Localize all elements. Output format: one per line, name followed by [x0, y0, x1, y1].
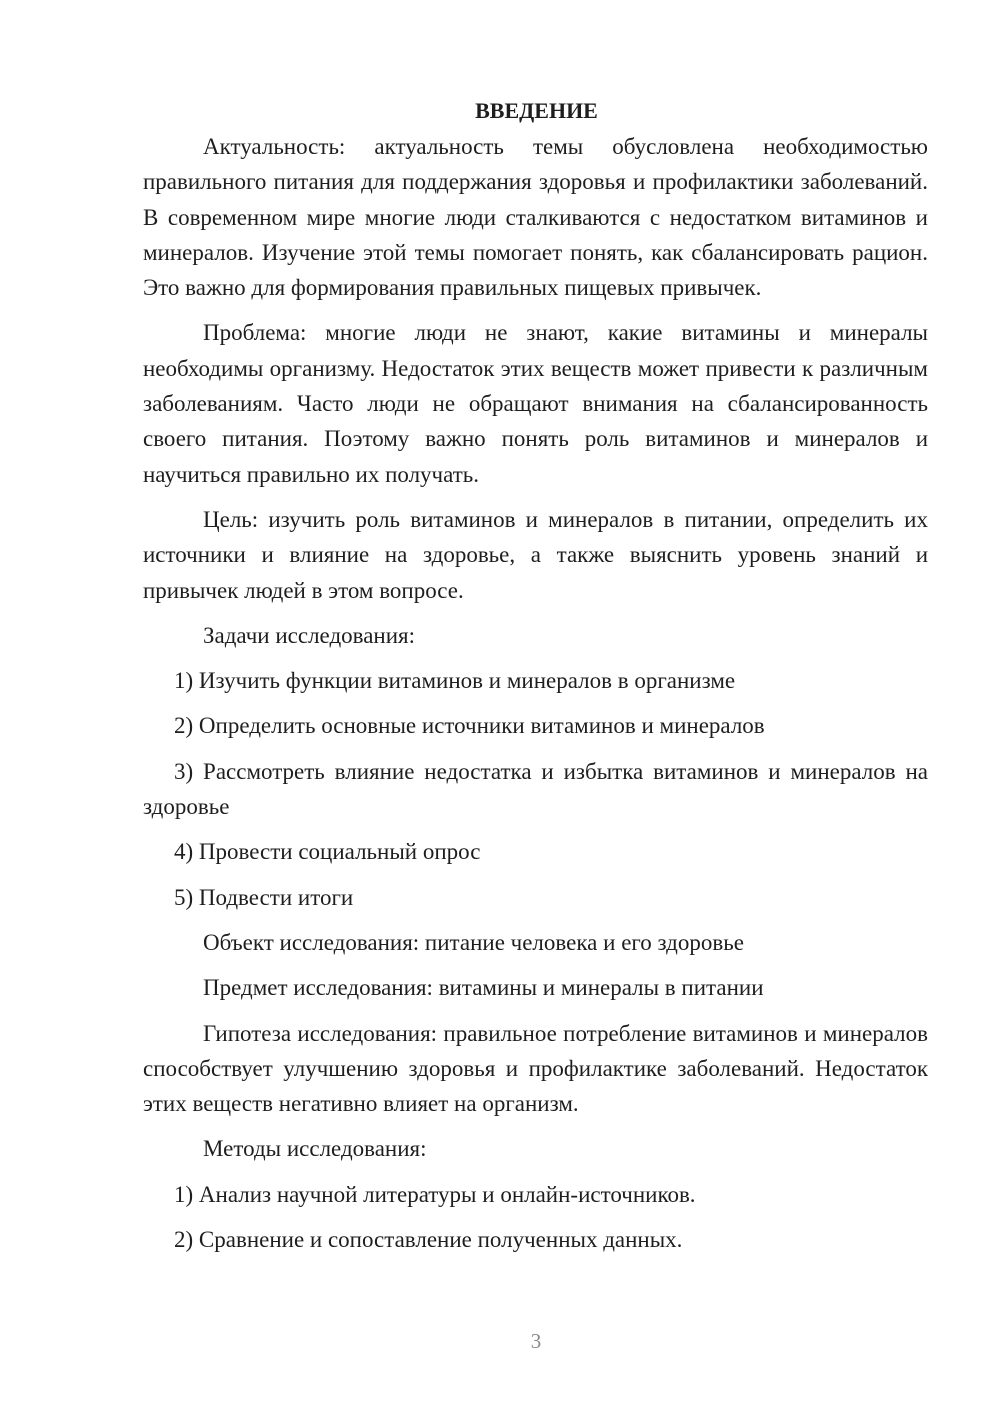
- page-number: 3: [530, 1329, 542, 1353]
- method-item: 2) Сравнение и сопоставление полученных данных.: [174, 1227, 683, 1253]
- research-object: Объект исследования: питание человека и его здоровье: [203, 929, 744, 955]
- task-item: 5) Подвести итоги: [174, 884, 354, 910]
- method-item: 1) Анализ научной литературы и онлайн-источников.: [174, 1181, 696, 1207]
- task-item: 3) Рассмотреть влияние недостатка и избытка витаминов и минералов на здоровье: [143, 758, 928, 820]
- research-subject: Предмет исследования: витамины и минералы в питании: [203, 975, 764, 1001]
- goal-paragraph: Цель: изучить роль витаминов и минералов в питании, определить их источники и влияние на здоровье, а также выяснить уровень знаний и привычек людей в этом вопросе.: [143, 506, 928, 603]
- tasks-list: [143, 663, 928, 915]
- task-item: 2) Определить основные источники витаминов и минералов: [174, 713, 765, 739]
- section-title: ВВЕДЕНИЕ: [475, 98, 598, 123]
- task-item: 4) Провести социальный опрос: [174, 839, 481, 865]
- tasks-heading: Задачи исследования:: [203, 622, 416, 648]
- page-content: [143, 93, 928, 1267]
- task-item: 1) Изучить функции витаминов и минералов в организме: [174, 668, 736, 694]
- methods-heading: Методы исследования:: [203, 1136, 427, 1162]
- methods-list: [143, 1177, 928, 1258]
- relevance-paragraph: Актуальность: актуальность темы обусловлена необходимостью правильного питания для поддержания здоровья и профилактики заболеваний. В современном мире многие люди сталкиваются с недостатком витаминов и минералов. Изучение этой темы помогает понять, как сбалансировать рацион. Это важно для формирования правильных пищевых привычек.: [143, 134, 928, 301]
- problem-paragraph: Проблема: многие люди не знают, какие витамины и минералы необходимы организму. Недостаток этих веществ может привести к различным заболеваниям. Часто люди не обращают внимания на сбалансированность своего питания. Поэтому важно понять роль витаминов и минералов и научиться правильно их получать.: [143, 320, 928, 487]
- hypothesis-paragraph: Гипотеза исследования: правильное потребление витаминов и минералов способствует улучшению здоровья и профилактике заболеваний. Недостаток этих веществ негативно влияет на организм.: [143, 1020, 928, 1117]
